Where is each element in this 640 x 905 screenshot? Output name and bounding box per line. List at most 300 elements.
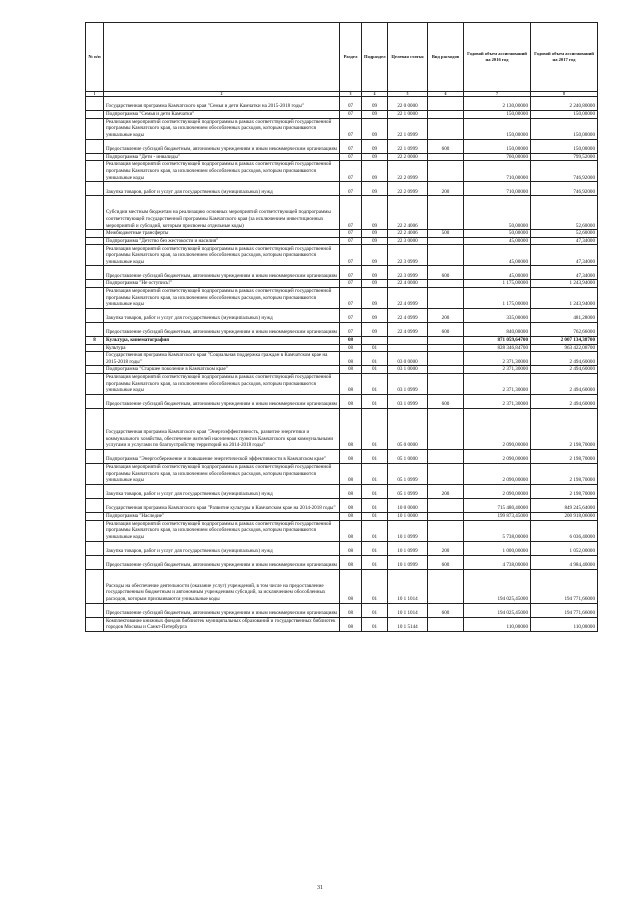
row-subsection: 09: [362, 237, 388, 245]
header-amount-2017: Годовой объем ассигнований на 2017 год: [531, 23, 598, 92]
row-section: 07: [340, 182, 362, 196]
table-row: [86, 161, 598, 182]
row-subsection: 09: [362, 322, 388, 336]
row-target-article: 22 2 4006: [388, 230, 428, 238]
row-target-article: 03 1 0000: [388, 366, 428, 374]
row-amount-2016: 2 371,30000: [464, 373, 531, 394]
row-number: [86, 344, 104, 352]
row-expense-type: [428, 569, 464, 603]
row-number: [86, 196, 104, 230]
row-amount-2017: 200 918,06000: [531, 512, 598, 520]
row-subsection: 09: [362, 196, 388, 230]
row-number: [86, 394, 104, 408]
row-amount-2016: 2 090,00000: [464, 463, 531, 484]
row-amount-2017: 150,00000: [531, 118, 598, 139]
row-amount-2017: 2 198,70000: [531, 463, 598, 484]
row-amount-2016: 871 059,64700: [464, 336, 531, 344]
table-row: [86, 449, 598, 463]
row-target-article: 03 0 0000: [388, 352, 428, 366]
row-expense-type: [428, 237, 464, 245]
row-expense-type: 200: [428, 308, 464, 322]
header-subsection: Подраздел: [362, 23, 388, 92]
row-section: 08: [340, 520, 362, 541]
row-expense-type: [428, 111, 464, 119]
row-section: 07: [340, 322, 362, 336]
row-expense-type: 200: [428, 484, 464, 498]
row-target-article: 10 1 1014: [388, 569, 428, 603]
row-number: [86, 617, 104, 631]
row-section: 07: [340, 97, 362, 111]
row-amount-2017: 799,52000: [531, 153, 598, 161]
table-row: [86, 336, 598, 344]
row-amount-2017: 47,34000: [531, 237, 598, 245]
row-expense-type: 600: [428, 394, 464, 408]
row-amount-2016: 199 873,45000: [464, 512, 531, 520]
column-number: 4: [362, 92, 388, 97]
budget-table: [85, 22, 598, 632]
row-section: 08: [340, 449, 362, 463]
row-section: 07: [340, 280, 362, 288]
row-name: Предоставление субсидий бюджетным, автономным учреждениям и иным некоммерческим организациям: [104, 394, 340, 408]
row-target-article: 10 1 1014: [388, 603, 428, 617]
row-amount-2016: 45,00000: [464, 266, 531, 280]
table-row: [86, 287, 598, 308]
table-row: [86, 603, 598, 617]
row-section: 08: [340, 569, 362, 603]
row-amount-2016: 194 025,45000: [464, 569, 531, 603]
row-amount-2016: 840,00000: [464, 322, 531, 336]
row-subsection: 09: [362, 139, 388, 153]
row-expense-type: [428, 287, 464, 308]
row-amount-2016: 194 025,45000: [464, 603, 531, 617]
row-amount-2016: 150,00000: [464, 118, 531, 139]
row-number: [86, 139, 104, 153]
row-subsection: 09: [362, 266, 388, 280]
page-number: 31: [317, 885, 323, 891]
row-name: Расходы на обеспечение деятельности (оказание услуг) учреждений, в том числе на предоставление государственным бюджетным и автономным учреждениям субсидий, за исключением обособленных расходов, которым присваиваются уникальные коды: [104, 569, 340, 603]
row-number: [86, 182, 104, 196]
row-amount-2017: 1 243,94000: [531, 287, 598, 308]
table-row: [86, 463, 598, 484]
header-amount-2016: Годовой объем ассигнований на 2016 год: [464, 23, 531, 92]
header-no: № п/п: [86, 23, 104, 92]
table-row: [86, 230, 598, 238]
row-target-article: 05 1 0999: [388, 463, 428, 484]
table-row: [86, 352, 598, 366]
row-amount-2017: 746,92000: [531, 182, 598, 196]
row-number: [86, 266, 104, 280]
row-subsection: 09: [362, 287, 388, 308]
row-section: 08: [340, 555, 362, 569]
row-amount-2016: 4 738,00000: [464, 555, 531, 569]
row-number: [86, 118, 104, 139]
table-row: [86, 280, 598, 288]
row-target-article: 22 1 0999: [388, 118, 428, 139]
row-amount-2017: 150,00000: [531, 111, 598, 119]
row-amount-2016: 1 175,00000: [464, 287, 531, 308]
row-number: [86, 449, 104, 463]
column-number: 7: [464, 92, 531, 97]
row-amount-2016: 2 090,00000: [464, 484, 531, 498]
row-name: Предоставление субсидий бюджетным, автономным учреждениям и иным некоммерческим организациям: [104, 603, 340, 617]
row-expense-type: [428, 336, 464, 344]
row-section: 07: [340, 308, 362, 322]
row-subsection: 01: [362, 344, 388, 352]
row-amount-2016: 710,00000: [464, 182, 531, 196]
row-subsection: [362, 336, 388, 344]
row-subsection: 01: [362, 520, 388, 541]
table-row: [86, 498, 598, 512]
row-amount-2016: 45,00000: [464, 237, 531, 245]
row-target-article: 22 3 0000: [388, 237, 428, 245]
row-subsection: 01: [362, 498, 388, 512]
row-name: Государственная программа Камчатского края "Развитие культуры в Камчатском крае на 2014-2018 годы": [104, 498, 340, 512]
row-expense-type: [428, 118, 464, 139]
row-section: 08: [340, 498, 362, 512]
row-section: 08: [340, 344, 362, 352]
row-subsection: 09: [362, 118, 388, 139]
row-number: [86, 408, 104, 449]
table-row: [86, 617, 598, 631]
row-section: 07: [340, 237, 362, 245]
row-amount-2017: 194 771,66000: [531, 603, 598, 617]
table-row: [86, 153, 598, 161]
row-amount-2016: 2 090,00000: [464, 449, 531, 463]
row-amount-2017: 2 494,60000: [531, 394, 598, 408]
row-section: 08: [340, 352, 362, 366]
row-amount-2017: 2 007 134,38700: [531, 336, 598, 344]
row-subsection: 09: [362, 230, 388, 238]
row-amount-2017: 762,66000: [531, 322, 598, 336]
row-section: 08: [340, 408, 362, 449]
row-name: Закупка товаров, работ и услуг для государственных (муниципальных) нужд: [104, 541, 340, 555]
row-amount-2016: 2 371,30000: [464, 394, 531, 408]
row-section: 07: [340, 266, 362, 280]
row-target-article: 22 0 0000: [388, 97, 428, 111]
row-target-article: 22 1 0999: [388, 139, 428, 153]
row-number: [86, 322, 104, 336]
column-number: 3: [340, 92, 362, 97]
row-number: [86, 111, 104, 119]
row-section: 07: [340, 153, 362, 161]
row-amount-2017: 963 422,08700: [531, 344, 598, 352]
row-target-article: 10 1 0999: [388, 541, 428, 555]
table-row: [86, 373, 598, 394]
table-row: [86, 366, 598, 374]
row-section: 08: [340, 336, 362, 344]
row-target-article: 22 4 0999: [388, 287, 428, 308]
row-name: Предоставление субсидий бюджетным, автономным учреждениям и иным некоммерческим организациям: [104, 266, 340, 280]
row-amount-2016: 1 175,00000: [464, 280, 531, 288]
row-subsection: 01: [362, 352, 388, 366]
row-name: Реализация мероприятий соответствующей подпрограммы в рамках соответствующей государственной программы Камчатского края, за исключением обособленных расходов, которым присваиваются уникальные коды: [104, 245, 340, 266]
row-amount-2016: 2 090,00000: [464, 408, 531, 449]
row-name: Предоставление субсидий бюджетным, автономным учреждениям и иным некоммерческим организациям: [104, 555, 340, 569]
table-row: [86, 266, 598, 280]
row-subsection: 09: [362, 97, 388, 111]
row-target-article: 22 3 0999: [388, 245, 428, 266]
row-expense-type: [428, 617, 464, 631]
row-section: 07: [340, 230, 362, 238]
row-number: [86, 280, 104, 288]
table-row: [86, 308, 598, 322]
row-number: [86, 352, 104, 366]
row-name: Подпрограмма "Старшее поколение в Камчатском крае": [104, 366, 340, 374]
row-target-article: 05 1 0000: [388, 449, 428, 463]
row-expense-type: [428, 196, 464, 230]
row-subsection: 09: [362, 161, 388, 182]
row-target-article: 22 2 0000: [388, 153, 428, 161]
row-amount-2017: 150,00000: [531, 139, 598, 153]
column-number: 5: [388, 92, 428, 97]
row-subsection: 01: [362, 617, 388, 631]
row-amount-2016: 715 480,40000: [464, 498, 531, 512]
table-row: [86, 139, 598, 153]
row-amount-2016: 150,00000: [464, 111, 531, 119]
row-expense-type: 500: [428, 230, 464, 238]
table-row: [86, 512, 598, 520]
row-name: Закупка товаров, работ и услуг для государственных (муниципальных) нужд: [104, 308, 340, 322]
row-subsection: 09: [362, 308, 388, 322]
column-number: 8: [531, 92, 598, 97]
row-name: Комплектование книжных фондов библиотек муниципальных образований и государственных библиотек городов Москвы и Санкт-Петербурга: [104, 617, 340, 631]
row-amount-2016: 2 130,00000: [464, 97, 531, 111]
row-section: 08: [340, 366, 362, 374]
row-amount-2017: 849 245,64000: [531, 498, 598, 512]
row-name: Государственная программа Камчатского края "Семья и дети Камчатки на 2015-2018 годы": [104, 97, 340, 111]
row-name: Реализация мероприятий соответствующей подпрограммы в рамках соответствующей государственной программы Камчатского края, за исключением обособленных расходов, которым присваиваются уникальные коды: [104, 463, 340, 484]
row-amount-2016: 110,00000: [464, 617, 531, 631]
row-expense-type: [428, 245, 464, 266]
row-amount-2017: 2 240,80000: [531, 97, 598, 111]
row-amount-2017: 2 494,60000: [531, 366, 598, 374]
row-section: 08: [340, 541, 362, 555]
row-section: 07: [340, 111, 362, 119]
row-subsection: 01: [362, 555, 388, 569]
row-target-article: 22 4 0999: [388, 322, 428, 336]
row-expense-type: [428, 352, 464, 366]
row-amount-2017: 2 198,70000: [531, 408, 598, 449]
column-number: 2: [104, 92, 340, 97]
row-amount-2016: 5 738,00000: [464, 520, 531, 541]
table-row: [86, 520, 598, 541]
row-name: Закупка товаров, работ и услуг для государственных (муниципальных) нужд: [104, 484, 340, 498]
row-target-article: [388, 336, 428, 344]
table-row: [86, 541, 598, 555]
row-name: Предоставление субсидий бюджетным, автономным учреждениям и иным некоммерческим организациям: [104, 322, 340, 336]
row-target-article: 22 4 0999: [388, 308, 428, 322]
row-expense-type: [428, 280, 464, 288]
row-amount-2016: 760,00000: [464, 153, 531, 161]
row-amount-2016: 150,00000: [464, 139, 531, 153]
row-subsection: 01: [362, 484, 388, 498]
table-row: [86, 237, 598, 245]
row-amount-2017: 52,60000: [531, 230, 598, 238]
row-subsection: 01: [362, 541, 388, 555]
row-subsection: 09: [362, 245, 388, 266]
row-number: [86, 161, 104, 182]
row-name: Предоставление субсидий бюджетным, автономным учреждениям и иным некоммерческим организациям: [104, 139, 340, 153]
row-name: Реализация мероприятий соответствующей подпрограммы в рамках соответствующей государственной программы Камчатского края, за исключением обособленных расходов, которым присваиваются уникальные коды: [104, 373, 340, 394]
row-target-article: 22 4 0000: [388, 280, 428, 288]
row-name: Подпрограмма "Наследие": [104, 512, 340, 520]
row-number: [86, 308, 104, 322]
row-name: Государственная программа Камчатского края "Социальная поддержка граждан в Камчатском крае на 2015-2018 годы": [104, 352, 340, 366]
row-expense-type: [428, 463, 464, 484]
row-amount-2016: 335,00000: [464, 308, 531, 322]
row-name: Межбюджетные трансферты: [104, 230, 340, 238]
row-amount-2017: 194 771,66000: [531, 569, 598, 603]
row-number: [86, 555, 104, 569]
table-row: [86, 394, 598, 408]
row-expense-type: [428, 97, 464, 111]
row-target-article: 22 2 0999: [388, 161, 428, 182]
row-amount-2017: 47,34000: [531, 266, 598, 280]
row-name: Подпрограмма "Детство без жестокости и насилия": [104, 237, 340, 245]
row-name: Закупка товаров, работ и услуг для государственных (муниципальных) нужд: [104, 182, 340, 196]
row-expense-type: 600: [428, 603, 464, 617]
row-expense-type: [428, 408, 464, 449]
row-amount-2017: 110,00000: [531, 617, 598, 631]
row-name: Реализация мероприятий соответствующей подпрограммы в рамках соответствующей государственной программы Камчатского края, за исключением обособленных расходов, которым присваиваются уникальные коды: [104, 118, 340, 139]
table-row: [86, 322, 598, 336]
row-subsection: 09: [362, 153, 388, 161]
row-expense-type: [428, 449, 464, 463]
row-section: 07: [340, 161, 362, 182]
header-exp-type: Вид расходов: [428, 23, 464, 92]
row-target-article: 03 1 0999: [388, 373, 428, 394]
row-name: Государственная программа Камчатского края "Энергоэффективность, развитие энергетики и коммунального хозяйства, обеспечение жителей населенных пунктов Камчатского края коммунальными услугами и услугами по благоустройству территорий на 2014-2018 годы": [104, 408, 340, 449]
row-target-article: 10 1 0000: [388, 512, 428, 520]
row-number: [86, 237, 104, 245]
row-expense-type: [428, 344, 464, 352]
row-amount-2016: 45,00000: [464, 245, 531, 266]
row-name: Подпрограмма "Семья и дети Камчатки": [104, 111, 340, 119]
table-header: [86, 23, 598, 97]
row-section: 07: [340, 287, 362, 308]
row-amount-2017: 1 052,00000: [531, 541, 598, 555]
row-target-article: 03 1 0999: [388, 394, 428, 408]
row-name: Субсидии местным бюджетам на реализацию основных мероприятий соответствующей подпрограммы соответствующей государственной программы Камчатского края (за исключением инвестиционных мероприятий и субсидий, которым присвоены отдельные коды): [104, 196, 340, 230]
row-target-article: 05 0 0000: [388, 408, 428, 449]
row-number: [86, 373, 104, 394]
row-subsection: 01: [362, 366, 388, 374]
row-amount-2016: 2 371,30000: [464, 366, 531, 374]
row-section: 07: [340, 196, 362, 230]
row-amount-2016: 50,00000: [464, 230, 531, 238]
row-target-article: 05 1 0999: [388, 484, 428, 498]
row-number: [86, 230, 104, 238]
row-name: Реализация мероприятий соответствующей подпрограммы в рамках соответствующей государственной программы Камчатского края, за исключением обособленных расходов, которым присваиваются уникальные коды: [104, 287, 340, 308]
row-section: 08: [340, 512, 362, 520]
row-amount-2017: 2 198,70000: [531, 484, 598, 498]
row-subsection: 01: [362, 373, 388, 394]
row-number: [86, 97, 104, 111]
row-amount-2016: 2 371,30000: [464, 352, 531, 366]
row-number: 8: [86, 336, 104, 344]
header-section: Раздел: [340, 23, 362, 92]
row-number: [86, 569, 104, 603]
row-expense-type: 600: [428, 555, 464, 569]
row-target-article: 22 3 0999: [388, 266, 428, 280]
row-expense-type: [428, 520, 464, 541]
row-section: 08: [340, 373, 362, 394]
row-subsection: 01: [362, 394, 388, 408]
header-target: Целевая статья: [388, 23, 428, 92]
row-number: [86, 541, 104, 555]
column-number: 1: [86, 92, 104, 97]
row-expense-type: 600: [428, 139, 464, 153]
row-subsection: 09: [362, 111, 388, 119]
row-name: Реализация мероприятий соответствующей подпрограммы в рамках соответствующей государственной программы Камчатского края, за исключением обособленных расходов, которым присваиваются уникальные коды: [104, 161, 340, 182]
row-target-article: 10 0 0000: [388, 498, 428, 512]
table-row: [86, 569, 598, 603]
row-amount-2017: 2 494,60000: [531, 352, 598, 366]
row-subsection: 09: [362, 182, 388, 196]
row-amount-2017: 746,92000: [531, 161, 598, 182]
row-target-article: 10 1 0999: [388, 555, 428, 569]
row-subsection: 01: [362, 408, 388, 449]
row-name: Культура, кинематография: [104, 336, 340, 344]
row-amount-2017: 6 036,40000: [531, 520, 598, 541]
row-number: [86, 512, 104, 520]
row-target-article: 22 1 0000: [388, 111, 428, 119]
row-number: [86, 366, 104, 374]
row-section: 07: [340, 245, 362, 266]
row-section: 08: [340, 394, 362, 408]
row-amount-2017: 47,34000: [531, 245, 598, 266]
row-amount-2016: 828 346,84700: [464, 344, 531, 352]
row-name: Реализация мероприятий соответствующей подпрограммы в рамках соответствующей государственной программы Камчатского края, за исключением обособленных расходов, которым присваиваются уникальные коды: [104, 520, 340, 541]
table-row: [86, 408, 598, 449]
row-amount-2016: 1 000,00000: [464, 541, 531, 555]
row-expense-type: 200: [428, 182, 464, 196]
row-subsection: 09: [362, 280, 388, 288]
row-expense-type: 200: [428, 541, 464, 555]
row-number: [86, 463, 104, 484]
row-expense-type: [428, 373, 464, 394]
row-number: [86, 498, 104, 512]
row-target-article: 22 2 4006: [388, 196, 428, 230]
column-number: 6: [428, 92, 464, 97]
row-number: [86, 603, 104, 617]
row-section: 08: [340, 463, 362, 484]
row-number: [86, 484, 104, 498]
row-expense-type: [428, 153, 464, 161]
row-section: 07: [340, 139, 362, 153]
table-row: [86, 245, 598, 266]
row-subsection: 01: [362, 603, 388, 617]
row-subsection: 01: [362, 449, 388, 463]
row-expense-type: [428, 512, 464, 520]
row-expense-type: 600: [428, 266, 464, 280]
row-expense-type: 600: [428, 322, 464, 336]
row-amount-2017: 4 984,40000: [531, 555, 598, 569]
row-subsection: 01: [362, 569, 388, 603]
row-amount-2017: 1 243,94000: [531, 280, 598, 288]
row-amount-2016: 710,00000: [464, 161, 531, 182]
row-amount-2017: 2 494,60000: [531, 373, 598, 394]
table-row: [86, 118, 598, 139]
row-section: 08: [340, 484, 362, 498]
header-name: [104, 23, 340, 92]
table-row: [86, 344, 598, 352]
row-target-article: 10 1 5144: [388, 617, 428, 631]
row-target-article: [388, 344, 428, 352]
table-body: [86, 97, 598, 632]
table-row: [86, 484, 598, 498]
row-number: [86, 520, 104, 541]
